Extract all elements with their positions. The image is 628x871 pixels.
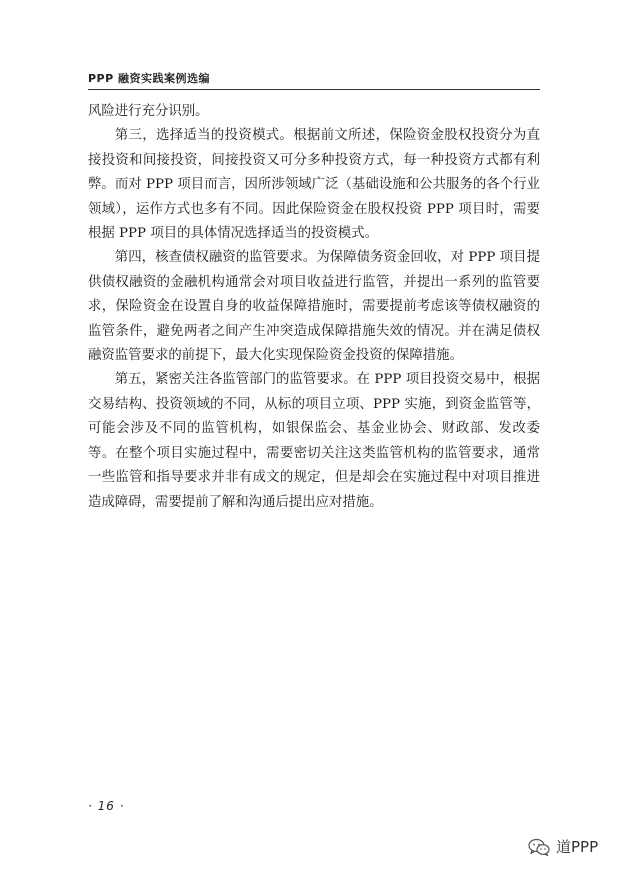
paragraph-fifth: 第五，紧密关注各监管部门的监管要求。在 PPP 项目投资交易中，根据交易结构、投资领域的不同，从标的项目立项、PPP 实施，到资金监管等，可能会涉及不同的监管机构，如银保监会、基金业协会、财政部、发改委等。在整个项目实施过程中，需要密切关注这类监管机构的监管要求，通常一些监管和指导要求并非有成文的规定，但是却会在实施过程中对项目推进造成障碍，需要提前了解和沟通后提出应对措施。 [88,372,540,510]
running-header [88,72,540,90]
paragraph-fourth: 第四，核查债权融资的监管要求。为保障债务资金回收，对 PPP 项目提供债权融资的金融机构通常会对项目收益进行监管，并提出一系列的监管要求，保险资金在设置自身的收益保障措施时，需要提前考虑该等债权融资的监管条件，避免两者之间产生冲突造成保障措施失效的情况。并在满足债权融资监管要求的前提下，最大化实现保险资金投资的保障措施。 [88,250,540,364]
wechat-icon [528,838,550,856]
watermark-text: 道PPP [556,838,599,856]
running-title: PPP 融资实践案例选编 [88,72,211,85]
page-number: · 16 · [88,799,125,813]
paragraph-continuation: 风险进行充分识别。 [88,104,209,119]
header-rule [88,89,540,90]
body-text [88,100,540,515]
paragraph-third: 第三，选择适当的投资模式。根据前文所述，保险资金股权投资分为直接投资和间接投资，间接投资又可分多种投资方式，每一种投资方式都有利弊。而对 PPP 项目而言，因所涉领域广泛（基础设施和公共服务的各个行业领域），运作方式也多有不同。因此保险资金在股权投资 PPP 项目时，需要根据 PPP 项目的具体情况选择适当的投资模式。 [88,128,540,242]
watermark [528,838,598,856]
